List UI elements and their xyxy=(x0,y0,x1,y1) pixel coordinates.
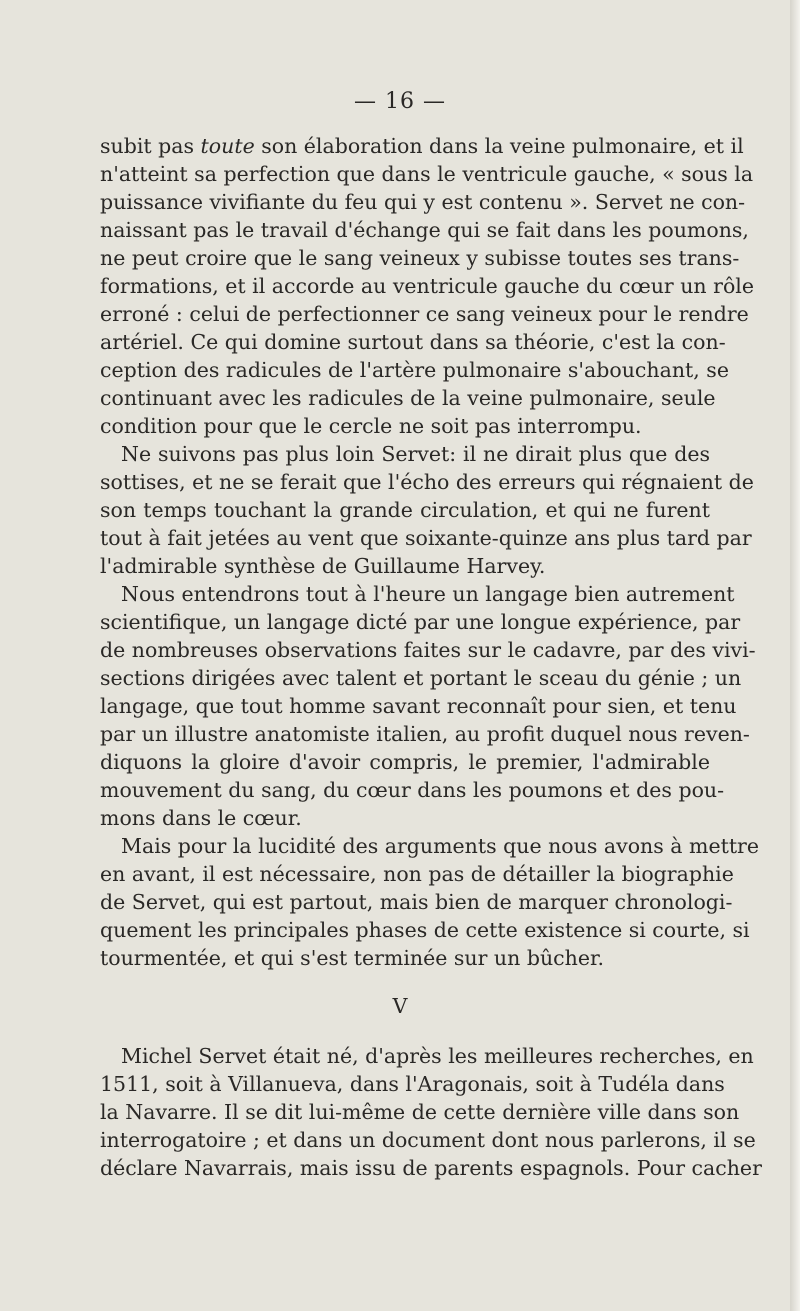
text-line: tout à fait jetées au vent que soixante-quinze ans plus tard par xyxy=(100,526,752,550)
text-line: n'atteint sa perfection que dans le ventricule gauche, « sous la xyxy=(100,162,754,186)
text-line: de Servet, qui est partout, mais bien de marquer chronologi- xyxy=(100,890,733,914)
text-line: interrogatoire ; et dans un document dont nous parlerons, il se xyxy=(100,1128,756,1152)
text-line: subit pas toute son élaboration dans la veine pulmonaire, et il xyxy=(100,134,744,158)
text-line: condition pour que le cercle ne soit pas interrompu. xyxy=(100,414,642,438)
text-line: de nombreuses observations faites sur le cadavre, par des vivi- xyxy=(100,638,756,662)
text-line: en avant, il est nécessaire, non pas de détailler la biographie xyxy=(100,862,734,886)
text-line: Mais pour la lucidité des arguments que nous avons à mettre xyxy=(121,834,759,858)
section-heading: V xyxy=(392,994,408,1018)
text-line: formations, et il accorde au ventricule gauche du cœur un rôle xyxy=(100,274,754,298)
text-line: tourmentée, et qui s'est terminée sur un bûcher. xyxy=(100,946,605,970)
text-line: sections dirigées avec talent et portant le sceau du génie ; un xyxy=(100,666,742,690)
text-line: mons dans le cœur. xyxy=(100,806,302,830)
text-line: diquons la gloire d'avoir compris, le premier, l'admirable xyxy=(100,750,710,774)
text-line: Michel Servet était né, d'après les meilleures recherches, en xyxy=(121,1044,754,1068)
text-line: déclare Navarrais, mais issu de parents espagnols. Pour cacher xyxy=(100,1156,762,1180)
text-line: Nous entendrons tout à l'heure un langage bien autrement xyxy=(121,582,735,606)
text-line: son temps touchant la grande circulation, et qui ne furent xyxy=(100,498,710,522)
text-line: par un illustre anatomiste italien, au profit duquel nous reven- xyxy=(100,722,750,746)
text-line: ception des radicules de l'artère pulmonaire s'abouchant, se xyxy=(100,358,729,382)
text-line: scientifique, un langage dicté par une longue expérience, par xyxy=(100,610,741,634)
page-edge xyxy=(790,0,800,1311)
text-line: artériel. Ce qui domine surtout dans sa théorie, c'est la con- xyxy=(100,330,726,354)
text-line: quement les principales phases de cette existence si courte, si xyxy=(100,918,750,942)
text-line: puissance vivifiante du feu qui y est contenu ». Servet ne con- xyxy=(100,190,746,214)
text-line: langage, que tout homme savant reconnaît pour sien, et tenu xyxy=(100,694,737,718)
text-line: ne peut croire que le sang veineux y subisse toutes ses trans- xyxy=(100,246,740,270)
text-line: sottises, et ne se ferait que l'écho des erreurs qui régnaient de xyxy=(100,470,754,494)
emphasis: toute xyxy=(200,134,255,158)
page-number: — 16 — xyxy=(354,89,446,114)
text-line: Ne suivons pas plus loin Servet: il ne dirait plus que des xyxy=(121,442,710,466)
text-line: continuant avec les radicules de la veine pulmonaire, seule xyxy=(100,386,716,410)
text-line: naissant pas le travail d'échange qui se fait dans les poumons, xyxy=(100,218,749,242)
text-line: erroné : celui de perfectionner ce sang veineux pour le rendre xyxy=(100,302,749,326)
text-line: 1511, soit à Villanueva, dans l'Aragonais, soit à Tudéla dans xyxy=(100,1072,725,1096)
text-line: mouvement du sang, du cœur dans les poumons et des pou- xyxy=(100,778,725,802)
text-line: la Navarre. Il se dit lui-même de cette dernière ville dans son xyxy=(100,1100,740,1124)
text-line: l'admirable synthèse de Guillaume Harvey. xyxy=(100,554,546,578)
